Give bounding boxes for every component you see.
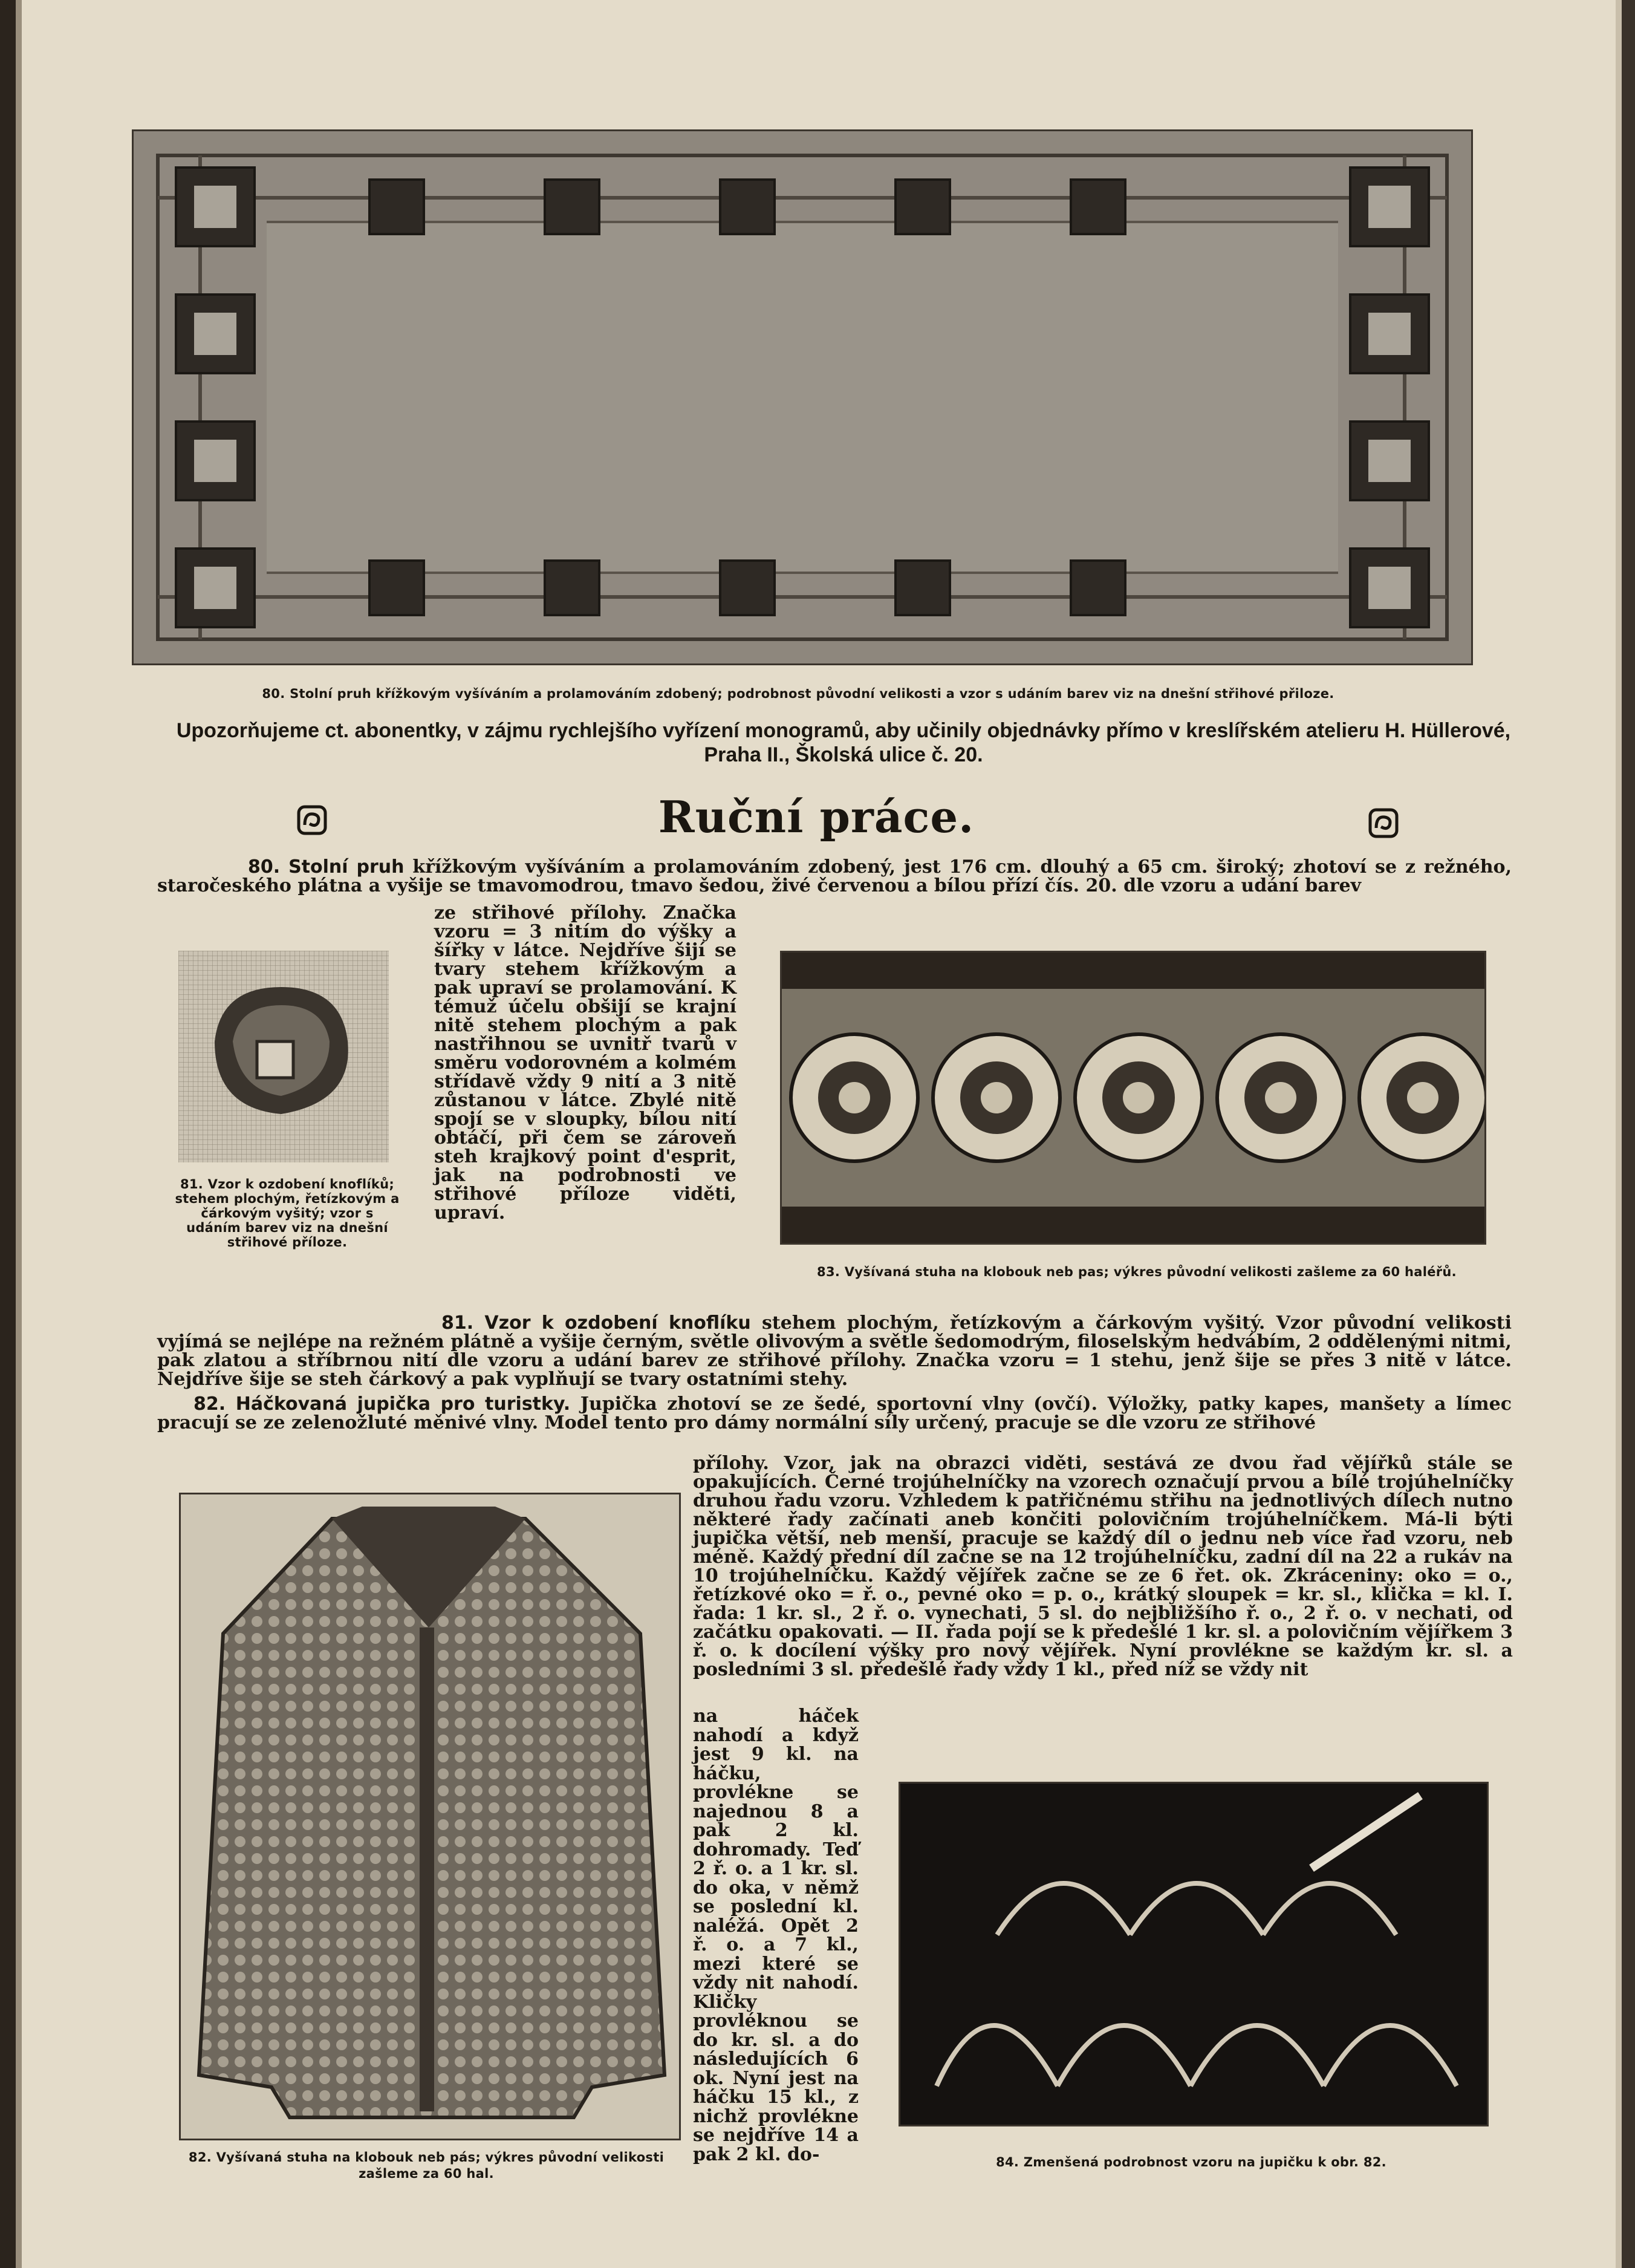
figure-81-caption: 81. Vzor k ozdobení knoflíků; stehem plochým, řetízkovým a čárkovým vyšitý; vzor s udáním barev viz na dnešní střihové příloze. (175, 1177, 400, 1250)
figure-84-crochet-detail-image (899, 1782, 1489, 2126)
page-edge-light (1616, 0, 1622, 2268)
article-80-text: ze střihové přílohy. Značka vzoru = 3 nitím do výšky a šířky v látce. Nejdříve šijí se tvary stehem křížkovým a pak upraví se prolamování. K témuž účelu obšijí se krajní nitě stehem plochým a pak nastřihnou se uvnitř tvarů v směru vodorovném a kolmém střídavě vždy 9 nití a 3 nitě zůstanou v látce. Zbylé nitě spojí se v sloupky, bílou nití obtáčí, při čem se zároveň steh krajkový point d'esprit, jak na podrobnosti ve střihové příloze viděti, upraví. (434, 902, 736, 1224)
article-80-heading: 80. Stolní pruh (248, 856, 405, 878)
article-81-text (157, 1314, 1512, 1389)
article-82-narrow-column: na háček nahodí a když jest 9 kl. na háčku, provlékne se najednou 8 a pak 2 kl. dohromady. Teď 2 ř. o. a 1 kr. sl. do oka, v němž se poslední kl. naléžá. Opět 2 ř. o. a 7 kl., mezi které se vždy nit nahodí. Kličky provléknou se do kr. sl. a do následujících 6 ok. Nyní jest na háčku 15 kl., z nichž provlékne se nejdříve 14 a pak 2 kl. do- (693, 1706, 859, 2165)
figure-83-caption: 83. Vyšívaná stuha na klobouk neb pas; výkres původní velikosti zašleme za 60 haléřů. (817, 1265, 1457, 1279)
figure-83-embroidered-ribbon-image (780, 951, 1486, 1245)
page-edge-dark (1622, 0, 1635, 2268)
article-81-heading: 81. Vzor k ozdobení knoflíku (441, 1312, 751, 1334)
article-80-intro-text: křížkovým vyšíváním a prolamováním zdobený, jest 176 cm. dlouhý a 65 cm. široký; zhotoví se z režného, staročeského plátna a vyšije se tmavomodrou, tmavo šedou, živé červenou a bílou přízí čís. 20. dle vzoru a udání barev (157, 856, 1512, 896)
ornament-icon (1368, 807, 1399, 839)
figure-80-caption: 80. Stolní pruh křížkovým vyšíváním a prolamováním zdobený; podrobnost původní velikosti a vzor s udáním barev viz na dnešní střihové přiloze. (262, 686, 1334, 701)
figure-82-caption: 82. Vyšívaná stuha na klobouk neb pás; výkres původní velikosti zašleme za 60 hal. (188, 2150, 665, 2181)
ornament-icon (296, 804, 328, 836)
article-82-intro (157, 1395, 1512, 1432)
article-82-right-column: přílohy. Vzor, jak na obrazci viděti, sestává ze dvou řad vějířků stále se opakujících. Černé trojúhelníčky na vzorech označují prvou a bílé trojúhelníčky druhou řadu vzoru. Vzhledem k patřičnému střihu na jednotlivých dílech nutno některé řady začínati aneb končiti polovičním trojúhelníčkem. Má-li býti jupička větší, neb menší, pracuje se každý díl o jednu neb více řad vzoru, neb méně. Každý přední díl začne se na 12 trojúhelníčku, zadní díl na 22 a rukáv na 10 trojúhelníčku. Každý vějířek začne se ze 6 řet. ok. Zkráceniny: oko = o., řetízkové oko = ř. o., pevné oko = p. o., krátký sloupek = kr. sl., klička = kl. I. řada: 1 kr. sl., 2 ř. o. vynechati, 5 sl. do nejbližšího ř. o., 2 ř. o. v nechati, od začátku opakovati. — II. řada pojí se k předešlé 1 kr. sl. a polovičním vějířkem 3 ř. o. k docílení výšky pro nový vějířek. Nyní provléknе se každým kr. sl. a posledními 3 sl. předešlé řady vždy 1 kl., před níž se vždy nit (693, 1453, 1513, 1680)
figure-84-caption: 84. Zmenšená podrobnost vzoru na jupičku k obr. 82. (996, 2155, 1386, 2169)
article-82-heading: 82. Háčkovaná jupička pro turistky. (193, 1393, 571, 1415)
figure-81-button-pattern-image (178, 951, 389, 1162)
article-82-intro-text: Jupička zhotoví se ze šedé, sportovní vlny (ovčí). Výložky, patky kapes, manšety a límec pracují se ze zelenožluté měnivé vlny. Model tento pro dámy normální síly určený, pracuje se dle vzoru ze střihové (157, 1393, 1512, 1433)
figure-80-table-runner-image (132, 129, 1473, 665)
subscriber-notice: Upozorňujeme ct. abonentky, v zájmu rychlejšího vyřízení monogramů, aby učinily objednávky přímo v kreslířském atelieru H. Hüllerové, Praha II., Školská ulice č. 20. (176, 719, 1511, 766)
article-81-body: stehem plochým, řetízkovým a čárkovým vyšitý. Vzor původní velikosti vyjímá se nejlépe na režném plátně a vyšije černým, světle olivovým a světle šedomodrým, filoselským hedvábím, 2 oddělenými nitmi, pak zlatou a stříbrnou nití dle vzoru a udání barev ze střihové přílohy. Značka vzoru = 1 stehu, jenž šije se přes 3 nitě v látce. Nejdříve šije se steh čárkový a pak vyplňují se tvary ostatními stehy. (157, 1312, 1512, 1390)
article-80-intro (157, 858, 1512, 895)
book-binding-edge (0, 0, 16, 2268)
figure-82-crocheted-jacket-image (179, 1493, 681, 2140)
book-binding-shadow (16, 0, 22, 2268)
section-title: Ruční práce. (658, 791, 975, 842)
